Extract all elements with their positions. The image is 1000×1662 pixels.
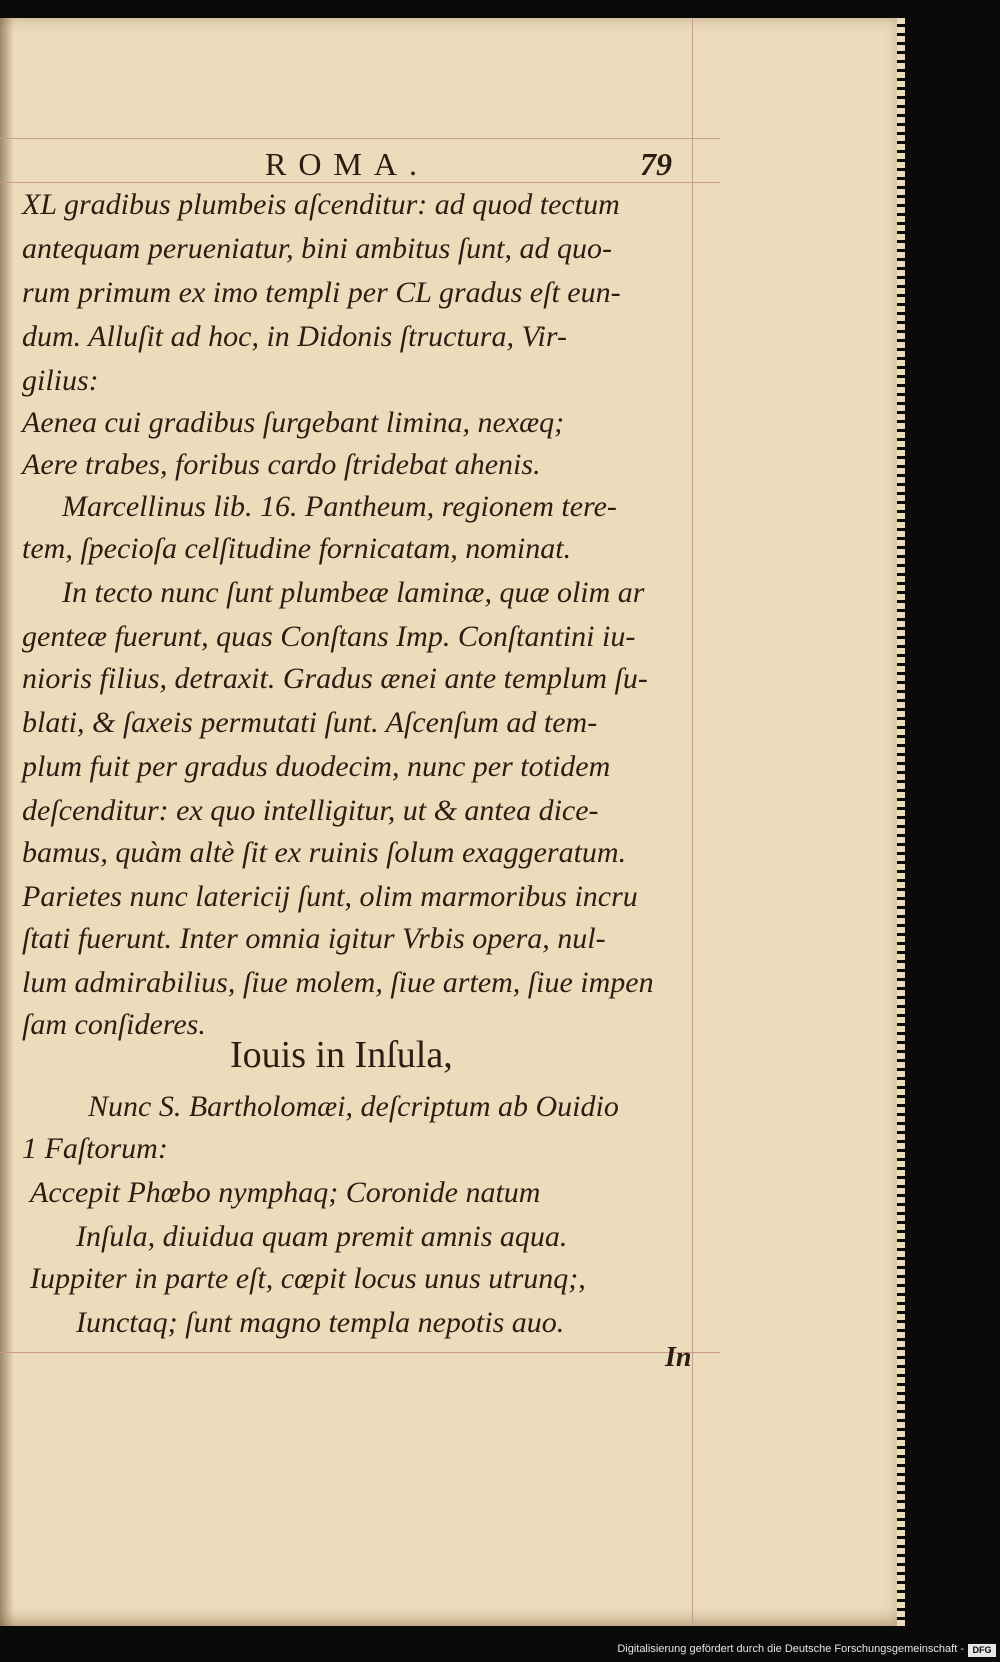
text-line: XL gradibus plumbeis aſcenditur: ad quod tectum [22, 188, 620, 221]
text-line: 1 Faſtorum: [22, 1132, 168, 1165]
ruling-line-top [0, 138, 720, 139]
catchword: In [665, 1342, 692, 1373]
text-line: rum primum ex imo templi per CL gradus eſt eun- [22, 276, 621, 309]
dfg-logo: DFG [968, 1644, 996, 1657]
text-line: ſam conſideres. [22, 1008, 206, 1041]
text-line: tem, ſpecioſa celſitudine fornicatam, nominat. [22, 532, 572, 565]
digitization-credit: Digitalisierung gefördert durch die Deutsche Forschungsgemeinschaft - [617, 1643, 964, 1655]
ruling-line-bottom [0, 1352, 720, 1353]
running-head: ROMA. [265, 146, 430, 182]
text-line: Nunc S. Bartholomæi, deſcriptum ab Ouidio [88, 1090, 619, 1123]
text-line: antequam perueniatur, bini ambitus ſunt, ad quo- [22, 232, 612, 265]
page-number: 79 [640, 146, 672, 182]
verse-line: Accepit Phœbo nymphaq; Coronide natum [30, 1176, 541, 1209]
ruling-line-right [692, 18, 693, 1626]
text-line: plum fuit per gradus duodecim, nunc per totidem [22, 750, 611, 783]
text-line: In tecto nunc ſunt plumbeæ laminæ, quæ olim ar [62, 576, 645, 609]
verse-line: Aere trabes, foribus cardo ſtridebat ahenis. [22, 448, 541, 481]
spine-shadow [0, 18, 14, 1626]
verse-line: Inſula, diuidua quam premit amnis aqua. [76, 1220, 568, 1253]
section-heading: Iouis in Inſula, [230, 1034, 453, 1076]
text-line: Marcellinus lib. 16. Pantheum, regionem tere- [62, 490, 617, 523]
text-line: blati, & ſaxeis permutati ſunt. Aſcenſum ad tem- [22, 706, 598, 739]
text-line: deſcenditur: ex quo intelligitur, ut & antea dice- [22, 794, 599, 827]
text-line: ſtati fuerunt. Inter omnia igitur Vrbis opera, nul- [22, 922, 606, 955]
text-line: gilius: [22, 364, 99, 397]
verse-line: Iunctaq; ſunt magno templa nepotis auo. [76, 1306, 565, 1339]
text-line: lum admirabilius, ſiue molem, ſiue artem, ſiue impen [22, 966, 654, 999]
verse-line: Aenea cui gradibus ſurgebant limina, nexæq; [22, 406, 565, 439]
text-line: nioris filius, detraxit. Gradus ænei ante templum ſu- [22, 662, 648, 695]
text-line: Parietes nunc latericij ſunt, olim marmoribus incru [22, 880, 638, 913]
text-line: dum. Alluſit ad hoc, in Didonis ſtructura, Vir- [22, 320, 567, 353]
text-line: genteæ fuerunt, quas Conſtans Imp. Conſtantini iu- [22, 620, 636, 653]
verse-line: Iuppiter in parte eſt, cœpit locus unus utrunq;, [30, 1262, 586, 1295]
text-line: bamus, quàm altè ſit ex ruinis ſolum exaggeratum. [22, 836, 627, 869]
